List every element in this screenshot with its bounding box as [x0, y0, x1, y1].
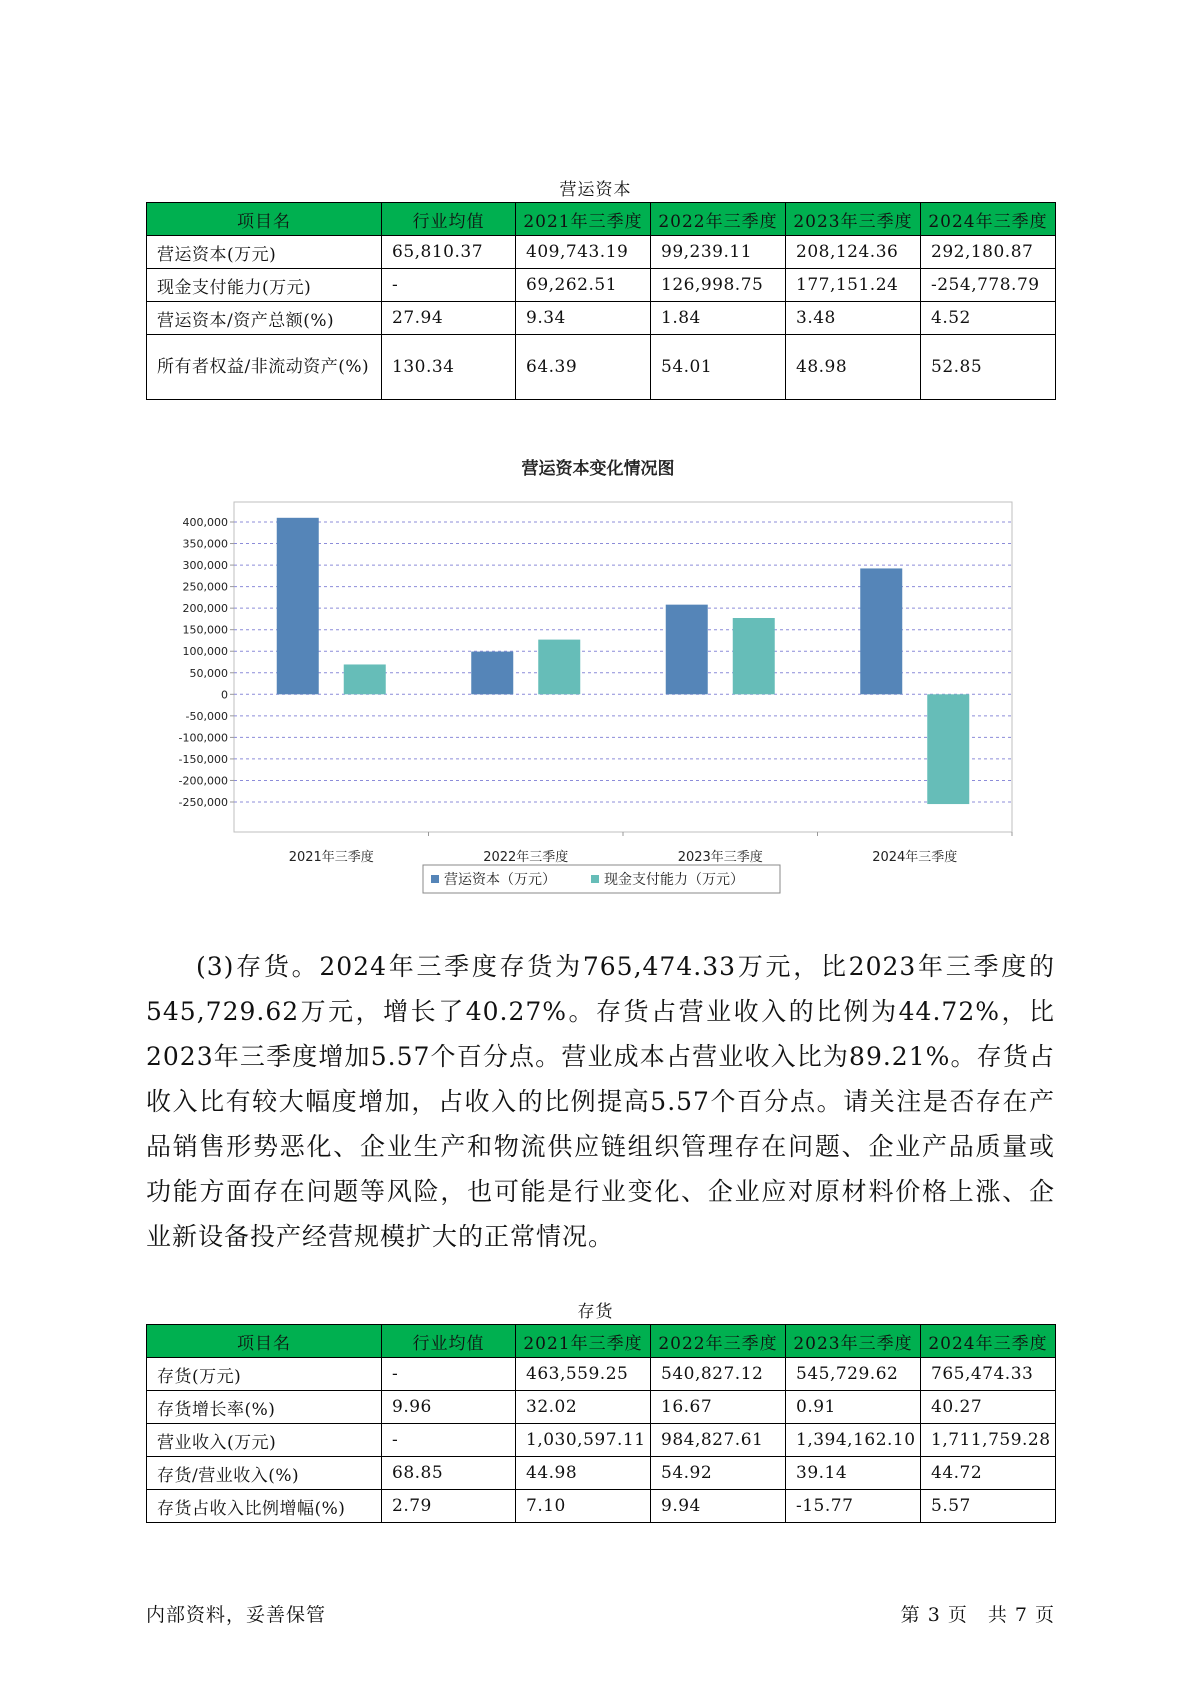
- legend-swatch: [591, 875, 599, 883]
- table-cell: 1,030,597.11: [516, 1424, 651, 1457]
- x-tick-label: 2023年三季度: [677, 850, 763, 865]
- table-cell: -: [382, 1424, 516, 1457]
- table-cell: 54.01: [651, 335, 786, 400]
- x-tick-label: 2022年三季度: [483, 850, 569, 865]
- table-cell: 540,827.12: [651, 1358, 786, 1391]
- legend-label: 现金支付能力（万元）: [604, 872, 744, 888]
- bar: [666, 605, 708, 695]
- x-tick-label: 2021年三季度: [288, 850, 374, 865]
- table-cell: 1,711,759.28: [921, 1424, 1056, 1457]
- chart-plot-area: [179, 502, 1012, 865]
- table-cell: 3.48: [786, 302, 921, 335]
- table-cell: 0.91: [786, 1391, 921, 1424]
- table-cell: 27.94: [382, 302, 516, 335]
- row-label: 所有者权益/非流动资产(%): [147, 335, 382, 400]
- legend-swatch: [431, 875, 439, 883]
- table-caption-working-capital: 营运资本: [559, 180, 632, 200]
- y-tick-label: 100,000: [182, 645, 228, 659]
- table-cell: -: [382, 269, 516, 302]
- table-row: [147, 1457, 1056, 1490]
- x-tick-label: 2024年三季度: [872, 850, 958, 865]
- table-cell: 984,827.61: [651, 1424, 786, 1457]
- bar: [538, 640, 580, 695]
- row-label: 存货(万元): [147, 1358, 382, 1391]
- table-cell: 9.96: [382, 1391, 516, 1424]
- row-label: 存货/营业收入(%): [147, 1457, 382, 1490]
- row-label: 营业收入(万元): [147, 1424, 382, 1457]
- row-label: 营运资本(万元): [147, 236, 382, 269]
- table-cell: 545,729.62: [786, 1358, 921, 1391]
- table-cell: 99,239.11: [651, 236, 786, 269]
- y-tick-label: -250,000: [178, 796, 228, 809]
- table-cell: 69,262.51: [516, 269, 651, 302]
- table-cell: 1.84: [651, 302, 786, 335]
- inventory-analysis-paragraph: (3)存货。2024年三季度存货为765,474.33万元，比2023年三季度的545,729.62万元，增长了40.27%。存货占营业收入的比例为44.72%，比2023年三季度增加5.57个百分点。营业成本占营业收入比为89.21%。存货占收入比有较大幅度增加，占收入的比例提高5.57个百分点。请关注是否存在产品销售形势恶化、企业生产和物流供应链组织管理存在问题、企业产品质量或功能方面存在问题等风险，也可能是行业变化、企业应对原材料价格上涨、企业新设备投产经营规模扩大的正常情况。: [146, 952, 1055, 1251]
- working-capital-table: [146, 202, 1056, 400]
- y-tick-label: 250,000: [182, 580, 228, 594]
- bar: [860, 568, 902, 694]
- table-cell: 44.72: [921, 1457, 1056, 1490]
- y-tick-label: -150,000: [178, 752, 228, 766]
- table-cell: 130.34: [382, 335, 516, 400]
- y-tick-label: 50,000: [189, 666, 228, 680]
- header-cell: 2023年三季度: [786, 203, 921, 236]
- table-cell: 765,474.33: [921, 1358, 1056, 1391]
- table-cell: 68.85: [382, 1457, 516, 1490]
- y-tick-label: 300,000: [182, 559, 228, 573]
- y-tick-label: -50,000: [185, 709, 228, 723]
- header-cell: 2021年三季度: [516, 1325, 651, 1358]
- table-cell: 2.79: [382, 1490, 516, 1523]
- bar: [277, 518, 319, 695]
- y-tick-label: 200,000: [182, 602, 228, 616]
- table-cell: 9.34: [516, 302, 651, 335]
- table-cell: 64.39: [516, 335, 651, 400]
- header-cell: 项目名: [147, 1325, 382, 1358]
- table-header-row: [147, 203, 1056, 236]
- table-row: [147, 1358, 1056, 1391]
- bar: [471, 652, 513, 695]
- y-tick-label: -200,000: [178, 774, 228, 788]
- header-cell: 项目名: [147, 203, 382, 236]
- table-header-row: [147, 1325, 1056, 1358]
- y-tick-label: 150,000: [182, 623, 228, 637]
- table-caption-inventory: 存货: [577, 1302, 614, 1322]
- chart-title: 营运资本变化情况图: [521, 459, 675, 479]
- row-label: 存货增长率(%): [147, 1391, 382, 1424]
- table-cell: 5.57: [921, 1490, 1056, 1523]
- table-cell: 40.27: [921, 1391, 1056, 1424]
- table-cell: 48.98: [786, 335, 921, 400]
- y-tick-label: -100,000: [178, 731, 228, 745]
- working-capital-bar-chart: [146, 455, 1046, 900]
- table-cell: 32.02: [516, 1391, 651, 1424]
- table-cell: 409,743.19: [516, 236, 651, 269]
- table-cell: 292,180.87: [921, 236, 1056, 269]
- table-row: [147, 1424, 1056, 1457]
- footer-confidential-note: 内部资料，妥善保管: [146, 1604, 327, 1626]
- table-cell: 463,559.25: [516, 1358, 651, 1391]
- legend-label: 营运资本（万元）: [444, 872, 556, 888]
- bar: [344, 664, 386, 694]
- table-cell: 9.94: [651, 1490, 786, 1523]
- header-cell: 2022年三季度: [651, 203, 786, 236]
- bar: [733, 618, 775, 694]
- y-tick-label: 350,000: [182, 537, 228, 551]
- header-cell: 行业均值: [382, 203, 516, 236]
- table-cell: 16.67: [651, 1391, 786, 1424]
- table-row: [147, 1391, 1056, 1424]
- header-cell: 2023年三季度: [786, 1325, 921, 1358]
- table-cell: 54.92: [651, 1457, 786, 1490]
- y-tick-label: 0: [221, 688, 228, 702]
- table-row: [147, 1490, 1056, 1523]
- table-cell: 52.85: [921, 335, 1056, 400]
- header-cell: 2024年三季度: [921, 1325, 1056, 1358]
- chart-legend: [423, 865, 780, 893]
- table-cell: -254,778.79: [921, 269, 1056, 302]
- table-cell: -15.77: [786, 1490, 921, 1523]
- table-cell: 177,151.24: [786, 269, 921, 302]
- header-cell: 2024年三季度: [921, 203, 1056, 236]
- table-cell: 7.10: [516, 1490, 651, 1523]
- row-label: 存货占收入比例增幅(%): [147, 1490, 382, 1523]
- row-label: 营运资本/资产总额(%): [147, 302, 382, 335]
- header-cell: 2021年三季度: [516, 203, 651, 236]
- table-cell: 126,998.75: [651, 269, 786, 302]
- table-cell: -: [382, 1358, 516, 1391]
- table-cell: 65,810.37: [382, 236, 516, 269]
- inventory-table: [146, 1324, 1056, 1523]
- table-row: [147, 302, 1056, 335]
- footer-page-number: 第 3 页 共 7 页: [900, 1604, 1055, 1626]
- header-cell: 2022年三季度: [651, 1325, 786, 1358]
- bar: [927, 694, 969, 804]
- table-row: [147, 269, 1056, 302]
- table-cell: 4.52: [921, 302, 1056, 335]
- header-cell: 行业均值: [382, 1325, 516, 1358]
- table-row: [147, 335, 1056, 400]
- table-row: [147, 236, 1056, 269]
- table-cell: 39.14: [786, 1457, 921, 1490]
- table-cell: 1,394,162.10: [786, 1424, 921, 1457]
- row-label: 现金支付能力(万元): [147, 269, 382, 302]
- table-cell: 208,124.36: [786, 236, 921, 269]
- y-tick-label: 400,000: [182, 516, 228, 529]
- table-cell: 44.98: [516, 1457, 651, 1490]
